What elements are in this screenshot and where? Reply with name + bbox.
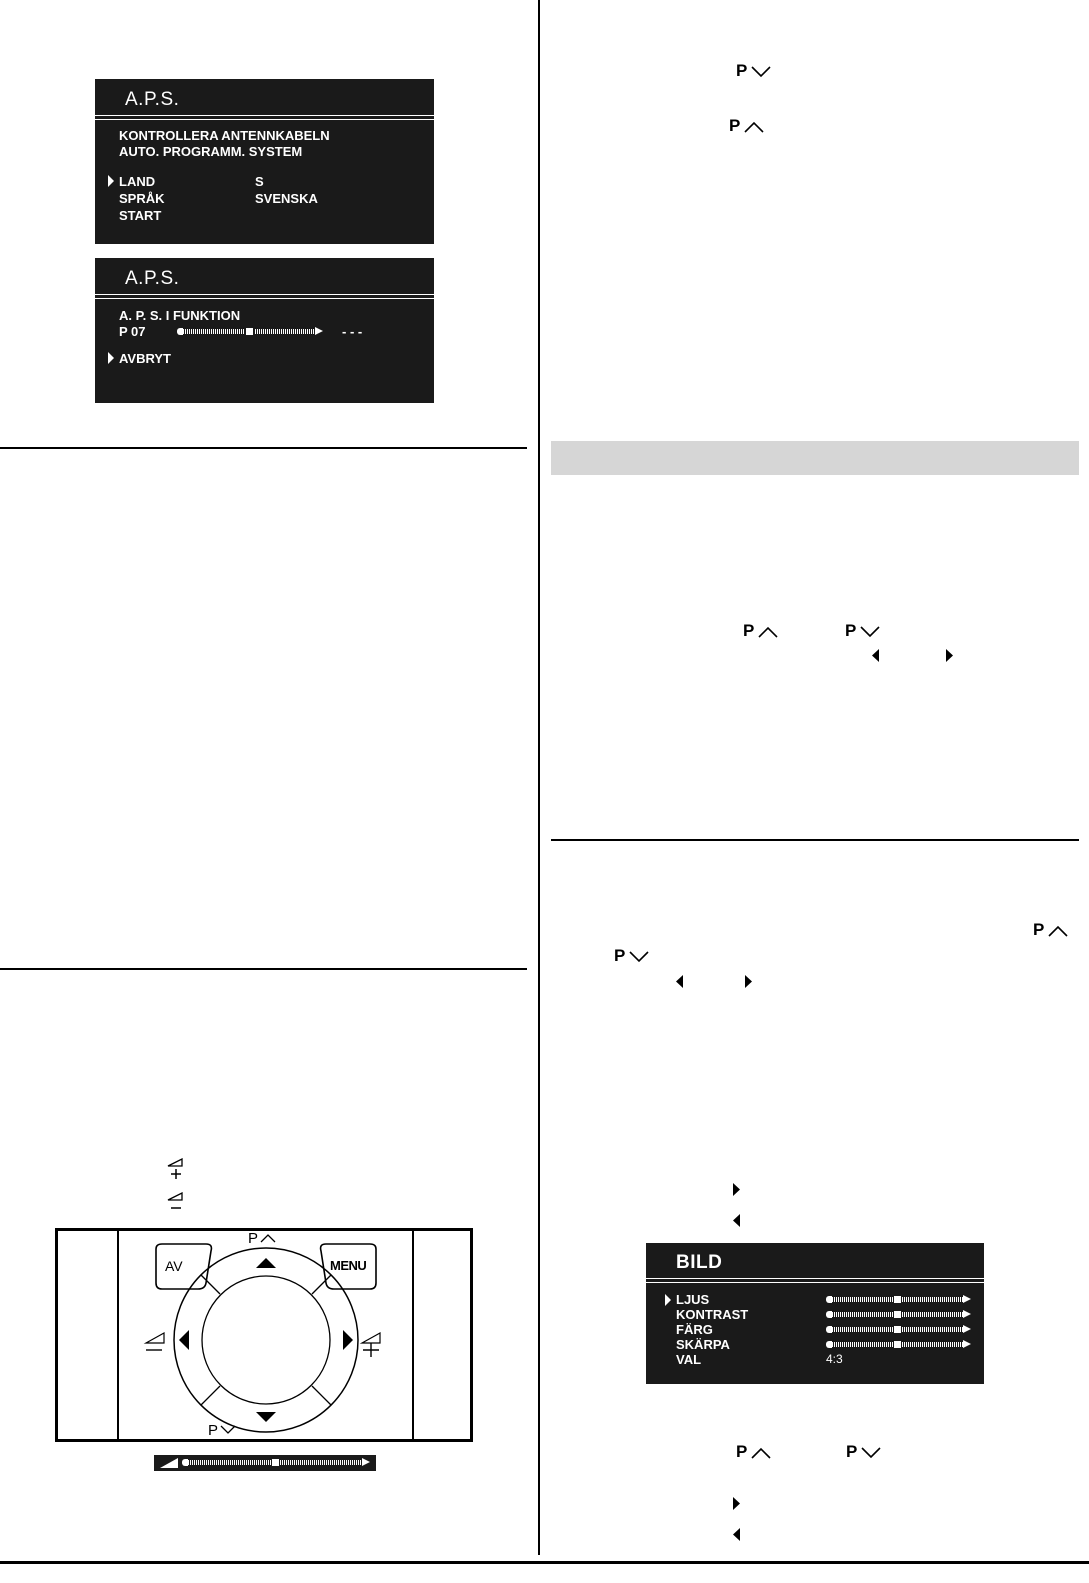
osd-rule (95, 298, 434, 299)
pointer-icon (108, 352, 114, 364)
right-arrow-icon (745, 975, 752, 988)
p-down-key: P (736, 61, 771, 81)
menu-item-ljus[interactable]: LJUS (676, 1292, 710, 1307)
p-down-label: P (208, 1423, 236, 1439)
p-down-icon (751, 66, 771, 78)
left-arrow-icon (733, 1214, 740, 1227)
menu-value-land: S (255, 174, 264, 189)
right-arrow-icon (733, 1183, 740, 1196)
volume-minus-icon (166, 1192, 188, 1214)
osd-line: A. P. S. I FUNKTION (119, 308, 241, 323)
menu-item-kontrast[interactable]: KONTRAST (676, 1307, 749, 1322)
menu-item-val[interactable]: VAL (676, 1352, 702, 1367)
val-value: 4:3 (826, 1352, 843, 1366)
p-up-icon (744, 121, 764, 133)
right-arrow-icon (946, 649, 953, 662)
volume-bar (154, 1455, 376, 1471)
p-down-key: P (845, 621, 880, 641)
osd-rule (95, 115, 434, 116)
menu-item-land[interactable]: LAND (119, 174, 156, 189)
osd-rule (646, 1282, 984, 1283)
p-up-icon (751, 1447, 771, 1459)
volume-plus-icon (166, 1158, 188, 1180)
section-divider (551, 839, 1079, 841)
aps-progress-screen (95, 258, 434, 403)
p-down-icon (861, 1447, 881, 1459)
menu-item-farg[interactable]: FÄRG (676, 1322, 713, 1337)
p-up-icon (1048, 925, 1068, 937)
right-arrow-icon (733, 1497, 740, 1510)
p-up-key: P (736, 1442, 771, 1462)
p-down-icon (629, 951, 649, 963)
section-divider (0, 968, 527, 970)
left-arrow-icon (733, 1528, 740, 1541)
p-up-icon (758, 626, 778, 638)
osd-title: A.P.S. (125, 268, 180, 289)
menu-item-start[interactable]: START (119, 208, 162, 223)
osd-rule (95, 294, 434, 295)
av-button[interactable]: AV (165, 1258, 183, 1274)
skarpa-slider[interactable] (826, 1340, 971, 1349)
p-down-icon (220, 1425, 236, 1435)
left-arrow-icon (676, 975, 683, 988)
pointer-icon (108, 175, 114, 187)
p-down-key: P (614, 946, 649, 966)
osd-rule (646, 1278, 984, 1279)
volume-icon (160, 1458, 178, 1468)
aps-menu-screen (95, 79, 434, 244)
program-number: P 07 (119, 324, 146, 339)
control-panel-drawing (58, 1231, 470, 1439)
p-down-icon (860, 626, 880, 638)
cancel-button[interactable]: AVBRYT (119, 351, 171, 366)
ljus-slider[interactable] (826, 1295, 971, 1304)
p-up-key: P (1033, 920, 1068, 940)
p-down-key: P (846, 1442, 881, 1462)
osd-title: BILD (676, 1252, 723, 1273)
farg-slider[interactable] (826, 1325, 971, 1334)
menu-value-sprak: SVENSKA (255, 191, 318, 206)
osd-line: AUTO. PROGRAMM. SYSTEM (119, 144, 303, 159)
p-up-key: P (743, 621, 778, 641)
menu-item-sprak[interactable]: SPRÅK (119, 191, 165, 206)
section-header-bar (551, 441, 1079, 475)
osd-title: A.P.S. (125, 89, 180, 110)
page-bottom-rule (0, 1561, 1089, 1564)
volume-slider[interactable] (182, 1458, 370, 1467)
p-up-label: P (248, 1231, 276, 1247)
menu-button[interactable]: MENU (330, 1258, 367, 1273)
column-divider (538, 0, 540, 1555)
osd-line: KONTROLLERA ANTENNKABELN (119, 128, 330, 143)
frequency-readout: - - - (342, 324, 363, 339)
section-divider (0, 447, 527, 449)
kontrast-slider[interactable] (826, 1310, 971, 1319)
search-progress-bar (177, 327, 323, 336)
picture-menu-screen (646, 1243, 984, 1384)
osd-rule (95, 119, 434, 120)
pointer-icon (665, 1294, 671, 1306)
p-up-icon (260, 1233, 276, 1243)
control-panel-diagram (55, 1228, 473, 1442)
p-up-key: P (729, 116, 764, 136)
menu-item-skarpa[interactable]: SKÄRPA (676, 1337, 730, 1352)
left-arrow-icon (872, 649, 879, 662)
